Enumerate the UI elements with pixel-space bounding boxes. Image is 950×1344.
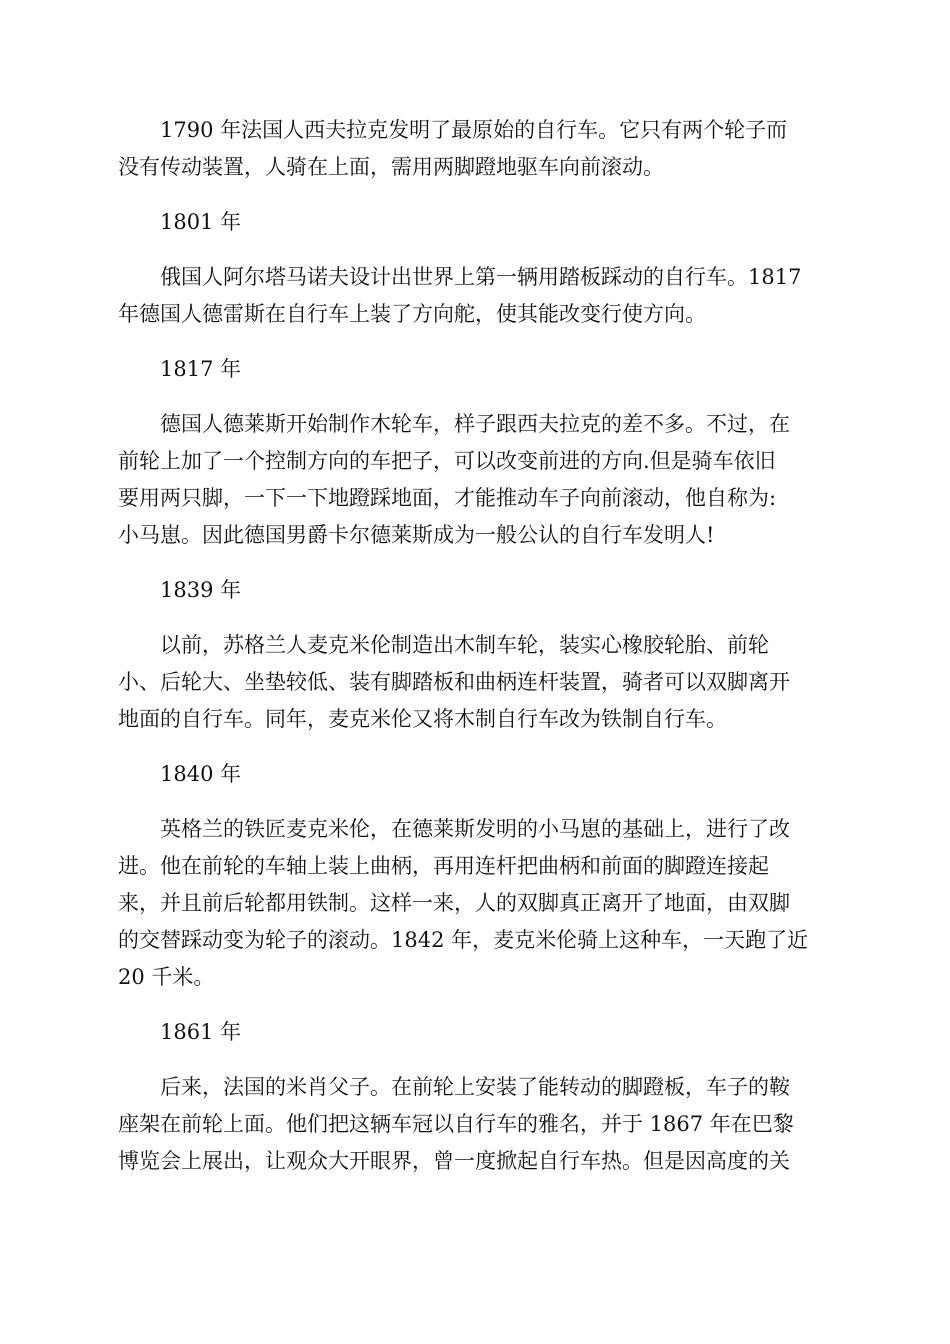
text-line: 小马崽。因此德国男爵卡尔德莱斯成为一般公认的自行车发明人! xyxy=(118,523,715,547)
text-line: 俄国人阿尔塔马诺夫设计出世界上第一辆用踏板踩动的自行车。1817 xyxy=(160,265,802,289)
paragraph-1839 xyxy=(118,627,838,738)
year-heading-1839: 1839 年 xyxy=(160,578,242,602)
year-heading-1817: 1817 年 xyxy=(160,357,242,381)
document-page xyxy=(118,112,838,1198)
year-heading-1861: 1861 年 xyxy=(160,1020,242,1044)
text-line: 前轮上加了一个控制方向的车把子，可以改变前进的方向.但是骑车依旧 xyxy=(118,449,776,473)
text-line: 后来，法国的米肖父子。在前轮上安装了能转动的脚蹬板，车子的鞍 xyxy=(160,1075,790,1099)
text-line: 的交替踩动变为轮子的滚动。1842 年，麦克米伦骑上这种车，一天跑了近 xyxy=(118,928,809,952)
text-line: 德国人德莱斯开始制作木轮车，样子跟西夫拉克的差不多。不过，在 xyxy=(160,412,790,436)
text-line: 小、后轮大、坐垫较低、装有脚踏板和曲柄连杆装置，骑者可以双脚离开 xyxy=(118,670,790,694)
text-line: 博览会上展出，让观众大开眼界，曾一度掀起自行车热。但是因高度的关 xyxy=(118,1149,790,1173)
paragraph-1817 xyxy=(118,406,838,554)
text-line: 来，并且前后轮都用铁制。这样一来，人的双脚真正离开了地面，由双脚 xyxy=(118,891,790,915)
text-line: 没有传动装置，人骑在上面，需用两脚蹬地驱车向前滚动。 xyxy=(118,155,664,179)
paragraph-1790 xyxy=(118,112,838,186)
text-line: 以前，苏格兰人麦克米伦制造出木制车轮，装实心橡胶轮胎、前轮 xyxy=(160,633,769,657)
paragraph-1861 xyxy=(118,1069,838,1180)
year-heading-1840: 1840 年 xyxy=(160,762,242,786)
paragraph-1840 xyxy=(118,811,838,996)
text-line: 1790 年法国人西夫拉克发明了最原始的自行车。它只有两个轮子而 xyxy=(160,118,788,142)
text-line: 年德国人德雷斯在自行车上装了方向舵，使其能改变行使方向。 xyxy=(118,302,706,326)
text-line: 要用两只脚，一下一下地蹬踩地面，才能推动车子向前滚动，他自称为: xyxy=(118,486,777,510)
text-line: 座架在前轮上面。他们把这辆车冠以自行车的雅名，并于 1867 年在巴黎 xyxy=(118,1112,794,1136)
text-line: 进。他在前轮的车轴上装上曲柄，再用连杆把曲柄和前面的脚蹬连接起 xyxy=(118,854,769,878)
year-heading-1801: 1801 年 xyxy=(160,210,242,234)
text-line: 地面的自行车。同年，麦克米伦又将木制自行车改为铁制自行车。 xyxy=(118,707,727,731)
text-line: 英格兰的铁匠麦克米伦，在德莱斯发明的小马崽的基础上，进行了改 xyxy=(160,817,790,841)
text-line: 20 千米。 xyxy=(118,965,215,989)
paragraph-1801 xyxy=(118,259,838,333)
